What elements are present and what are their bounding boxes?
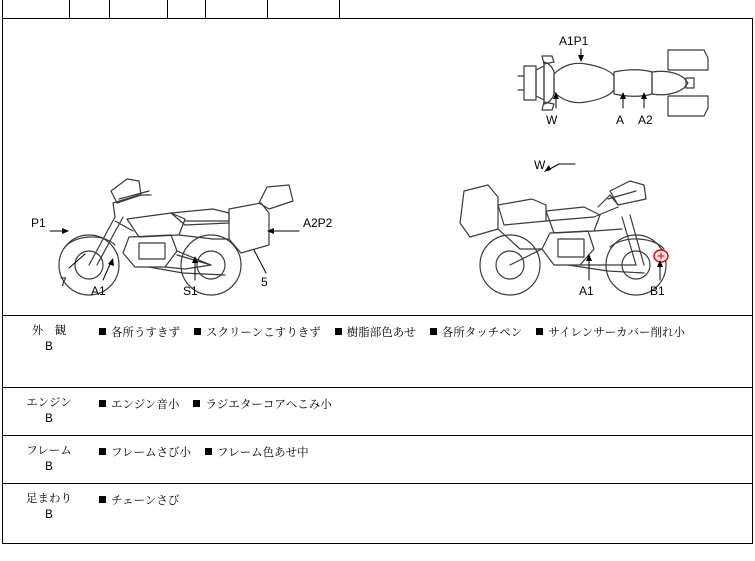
condition-row-running-gear xyxy=(2,484,753,544)
diagram-label-a2-top: A2 xyxy=(638,113,653,127)
condition-items-engine xyxy=(95,388,752,421)
condition-category-frame xyxy=(3,436,95,475)
diagram-label-a1p1: A1P1 xyxy=(559,34,589,48)
condition-grade-engine: B xyxy=(45,413,53,425)
bullet-square-icon xyxy=(536,328,543,335)
condition-item-text: 各所うすきず xyxy=(111,327,180,339)
left-side-view-drawing xyxy=(59,179,293,295)
bullet-square-icon xyxy=(99,328,106,335)
condition-row-appearance xyxy=(2,316,753,388)
condition-grade-frame: B xyxy=(45,461,53,473)
top-cell-6 xyxy=(268,0,340,18)
condition-grade-running-gear: B xyxy=(45,509,53,521)
leader-w-right xyxy=(548,164,575,170)
leader-a1-left xyxy=(103,262,111,280)
condition-item xyxy=(99,495,179,507)
top-cell-3 xyxy=(110,0,168,18)
condition-item xyxy=(99,447,191,459)
condition-items-frame xyxy=(95,436,752,469)
top-table-strip xyxy=(2,0,753,19)
condition-item xyxy=(205,447,309,459)
bullet-square-icon xyxy=(194,328,201,335)
leader-5 xyxy=(254,250,266,273)
diagram-label-w-right: W xyxy=(534,158,546,172)
condition-items-running-gear xyxy=(95,484,752,517)
diagram-label-b1: B1 xyxy=(650,284,665,298)
top-view-drawing xyxy=(518,50,708,116)
leader-7 xyxy=(69,254,85,268)
bullet-square-icon xyxy=(335,328,342,335)
motorcycle-diagram-panel xyxy=(2,18,753,316)
bullet-square-icon xyxy=(205,448,212,455)
condition-grade-appearance: B xyxy=(45,341,53,353)
top-cell-5 xyxy=(206,0,268,18)
motorcycle-diagrams-svg xyxy=(3,18,753,316)
condition-category-engine-label: エンジン xyxy=(26,397,72,409)
condition-item-text: フレームさび小 xyxy=(111,447,192,459)
diagram-label-a2p2: A2P2 xyxy=(303,216,333,230)
condition-category-frame-label: フレーム xyxy=(26,445,72,457)
top-cell-7 xyxy=(340,0,753,18)
condition-item xyxy=(193,399,331,411)
diagram-label-w-top: W xyxy=(546,113,558,127)
condition-category-running-gear xyxy=(3,484,95,523)
bullet-square-icon xyxy=(193,400,200,407)
top-cell-1 xyxy=(2,0,70,18)
bullet-square-icon xyxy=(99,496,106,503)
condition-item-text: スクリーンこすりきず xyxy=(206,327,321,339)
diagram-label-a1-left: A1 xyxy=(91,284,106,298)
condition-row-engine xyxy=(2,388,753,436)
diagram-label-a-top: A xyxy=(616,113,625,127)
bullet-square-icon xyxy=(99,448,106,455)
condition-category-appearance-label: 外 観 xyxy=(31,325,67,337)
condition-item-text: チェーンさび xyxy=(111,495,180,507)
condition-item xyxy=(99,327,180,339)
top-cell-2 xyxy=(70,0,110,18)
condition-items-appearance xyxy=(95,316,752,349)
condition-category-engine xyxy=(3,388,95,427)
condition-rows xyxy=(2,316,753,544)
condition-row-frame xyxy=(2,436,753,484)
diagram-label-s1: S1 xyxy=(183,284,198,298)
condition-item-text: 樹脂部色あせ xyxy=(346,327,416,339)
diagram-label-7: 7 xyxy=(60,275,67,289)
diagram-label-a1-right: A1 xyxy=(579,284,594,298)
bullet-square-icon xyxy=(99,400,106,407)
condition-item xyxy=(335,327,416,339)
condition-item-text: エンジン音小 xyxy=(111,399,180,411)
condition-item xyxy=(99,399,179,411)
condition-item-text: サイレンサーカバー削れ小 xyxy=(548,327,685,339)
condition-category-appearance xyxy=(3,316,95,355)
condition-item xyxy=(194,327,321,339)
right-side-view-drawing xyxy=(460,181,668,295)
diagram-label-5: 5 xyxy=(261,275,268,289)
top-cell-4 xyxy=(168,0,206,18)
condition-item-text: ラジエターコアへこみ小 xyxy=(205,399,332,411)
condition-item xyxy=(536,327,685,339)
condition-item-text: 各所タッチペン xyxy=(441,327,523,339)
condition-item-text: フレーム色あせ中 xyxy=(217,447,309,459)
bullet-square-icon xyxy=(430,328,437,335)
diagram-label-p1: P1 xyxy=(31,216,46,230)
condition-category-running-gear-label: 足まわり xyxy=(26,493,72,505)
condition-item xyxy=(430,327,523,339)
